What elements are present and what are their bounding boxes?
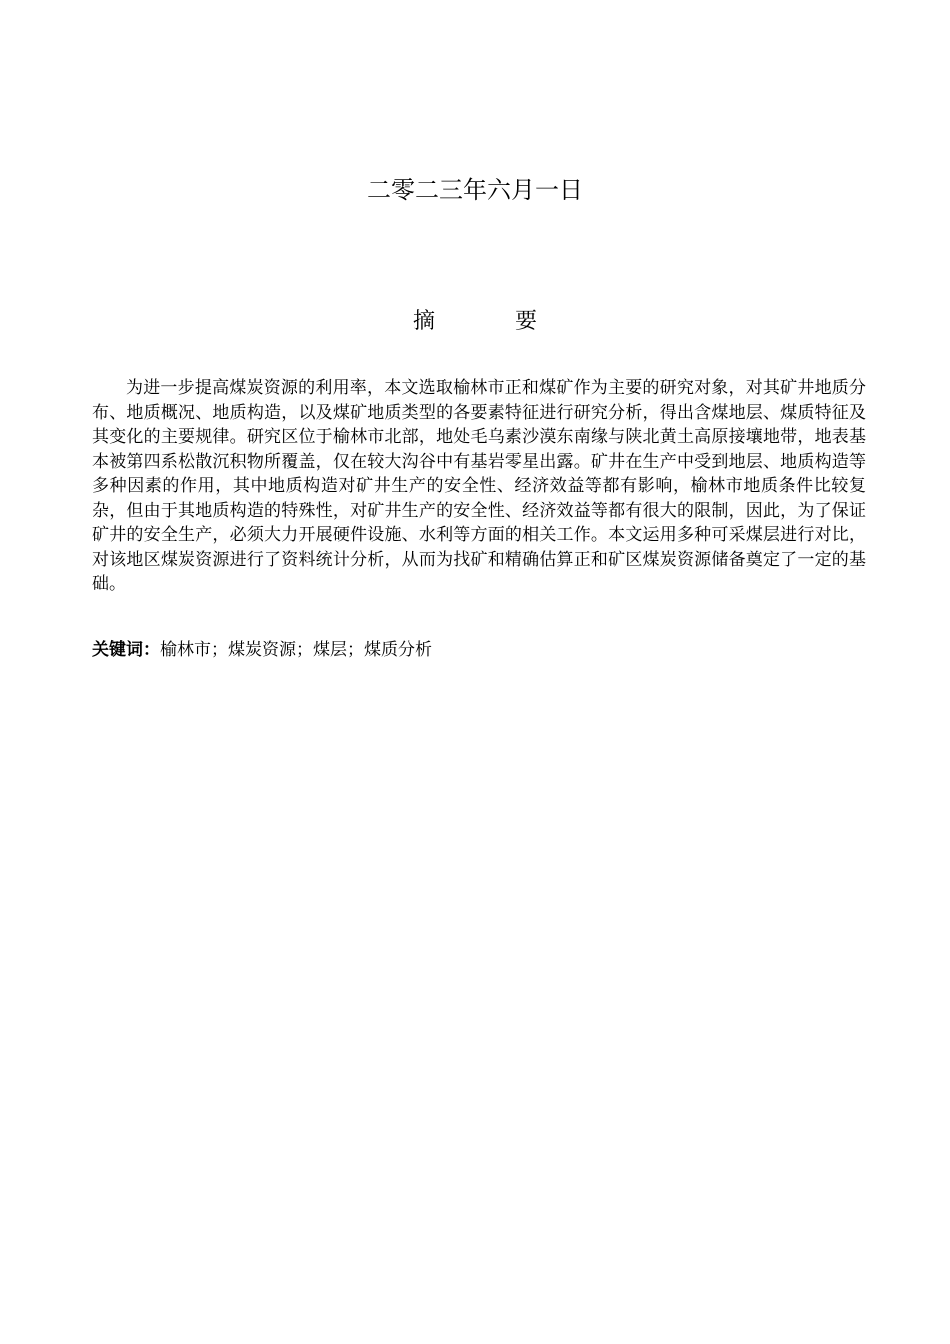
abstract-heading-right: 要 — [515, 309, 538, 334]
cover-date: 二零二三年六月一日 — [367, 176, 583, 204]
abstract-heading-left: 摘 — [412, 309, 435, 334]
keywords-value: 榆林市；煤炭资源；煤层；煤质分析 — [160, 640, 432, 660]
abstract-body: 为进一步提高煤炭资源的利用率，本文选取榆林市正和煤矿作为主要的研究对象，对其矿井地质分布、地质概况、地质构造，以及煤矿地质类型的各要素特征进行研究分析，得出含煤地层、煤质特征及其变化的主要规律。研究区位于榆林市北部，地处毛乌素沙漠东南缘与陕北黄土高原接壤地带，地表基本被第四系松散沉积物所覆盖，仅在较大沟谷中有基岩零星出露。矿井在生产中受到地层、地质构造等多种因素的作用，其中地质构造对矿井生产的安全性、经济效益等都有影响，榆林市地质条件比较复杂，但由于其地质构造的特殊性，对矿井生产的安全性、经济效益等都有很大的限制，因此，为了保证矿井的安全生产，必须大力开展硬件设施、水利等方面的相关工作。本文运用多种可采煤层进行对比，对该地区煤炭资源进行了资料统计分析，从而为找矿和精确估算正和矿区煤炭资源储备奠定了一定的基础。 — [92, 378, 866, 594]
abstract-heading — [0, 306, 950, 338]
keywords-label: 关键词： — [92, 640, 160, 660]
keywords-line — [92, 637, 866, 663]
